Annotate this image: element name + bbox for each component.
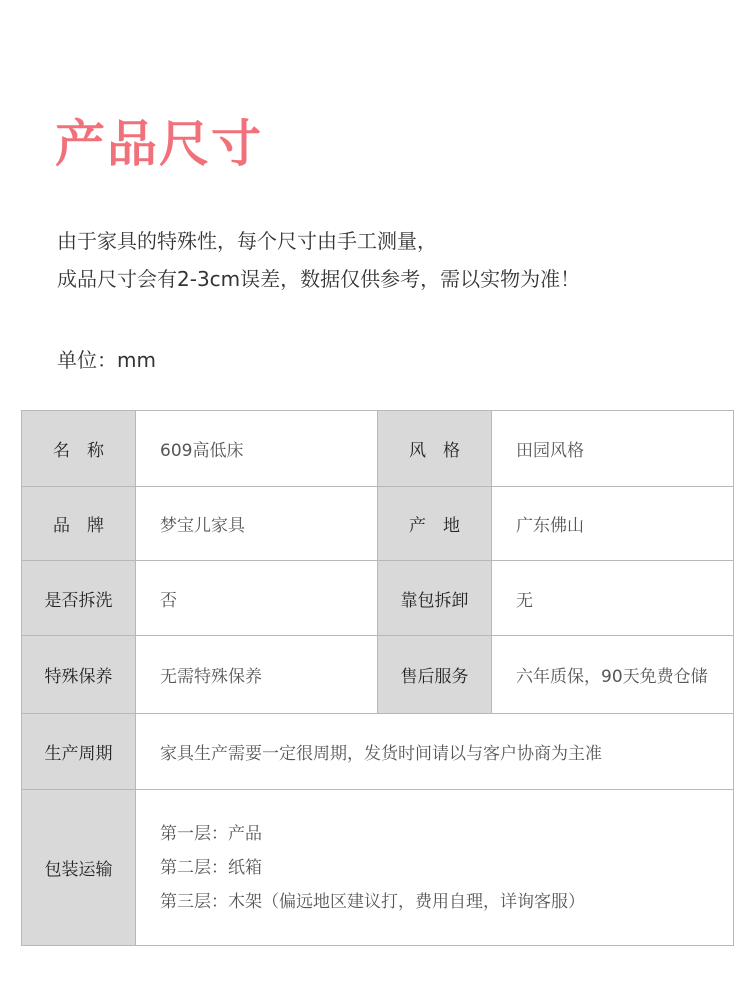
label-washable: 是否拆洗 bbox=[22, 561, 136, 636]
label-origin: 产 地 bbox=[378, 487, 492, 561]
value-cushion-removable: 无 bbox=[492, 561, 734, 636]
value-origin: 广东佛山 bbox=[492, 487, 734, 561]
spec-table bbox=[21, 410, 734, 946]
packaging-layer-3: 第三层：木架（偏远地区建议打，费用自理，详询客服） bbox=[160, 891, 585, 912]
table-row bbox=[22, 487, 734, 561]
page-title: 产品尺寸 bbox=[55, 115, 263, 173]
table-row bbox=[22, 714, 734, 790]
value-style: 田园风格 bbox=[492, 411, 734, 487]
value-maintenance: 无需特殊保养 bbox=[136, 636, 378, 714]
value-name: 609高低床 bbox=[136, 411, 378, 487]
label-style: 风 格 bbox=[378, 411, 492, 487]
value-washable: 否 bbox=[136, 561, 378, 636]
label-cushion-removable: 靠包拆卸 bbox=[378, 561, 492, 636]
label-brand: 品 牌 bbox=[22, 487, 136, 561]
value-packaging bbox=[136, 790, 734, 946]
table-row bbox=[22, 790, 734, 946]
table-row bbox=[22, 411, 734, 487]
unit-label: 单位：mm bbox=[57, 348, 156, 372]
value-brand: 梦宝儿家具 bbox=[136, 487, 378, 561]
label-after-sales: 售后服务 bbox=[378, 636, 492, 714]
label-production-cycle: 生产周期 bbox=[22, 714, 136, 790]
packaging-layer-1: 第一层：产品 bbox=[160, 823, 262, 844]
table-row bbox=[22, 561, 734, 636]
label-packaging: 包装运输 bbox=[22, 790, 136, 946]
description bbox=[57, 222, 580, 298]
label-maintenance: 特殊保养 bbox=[22, 636, 136, 714]
label-name: 名 称 bbox=[22, 411, 136, 487]
description-line-1: 由于家具的特殊性，每个尺寸由手工测量， bbox=[57, 229, 437, 253]
value-after-sales: 六年质保，90天免费仓储 bbox=[492, 636, 734, 714]
description-line-2: 成品尺寸会有2-3cm误差，数据仅供参考，需以实物为准！ bbox=[57, 267, 581, 291]
value-production-cycle: 家具生产需要一定很周期，发货时间请以与客户协商为主准 bbox=[136, 714, 734, 790]
table-row bbox=[22, 636, 734, 714]
packaging-layer-2: 第二层：纸箱 bbox=[160, 857, 262, 878]
